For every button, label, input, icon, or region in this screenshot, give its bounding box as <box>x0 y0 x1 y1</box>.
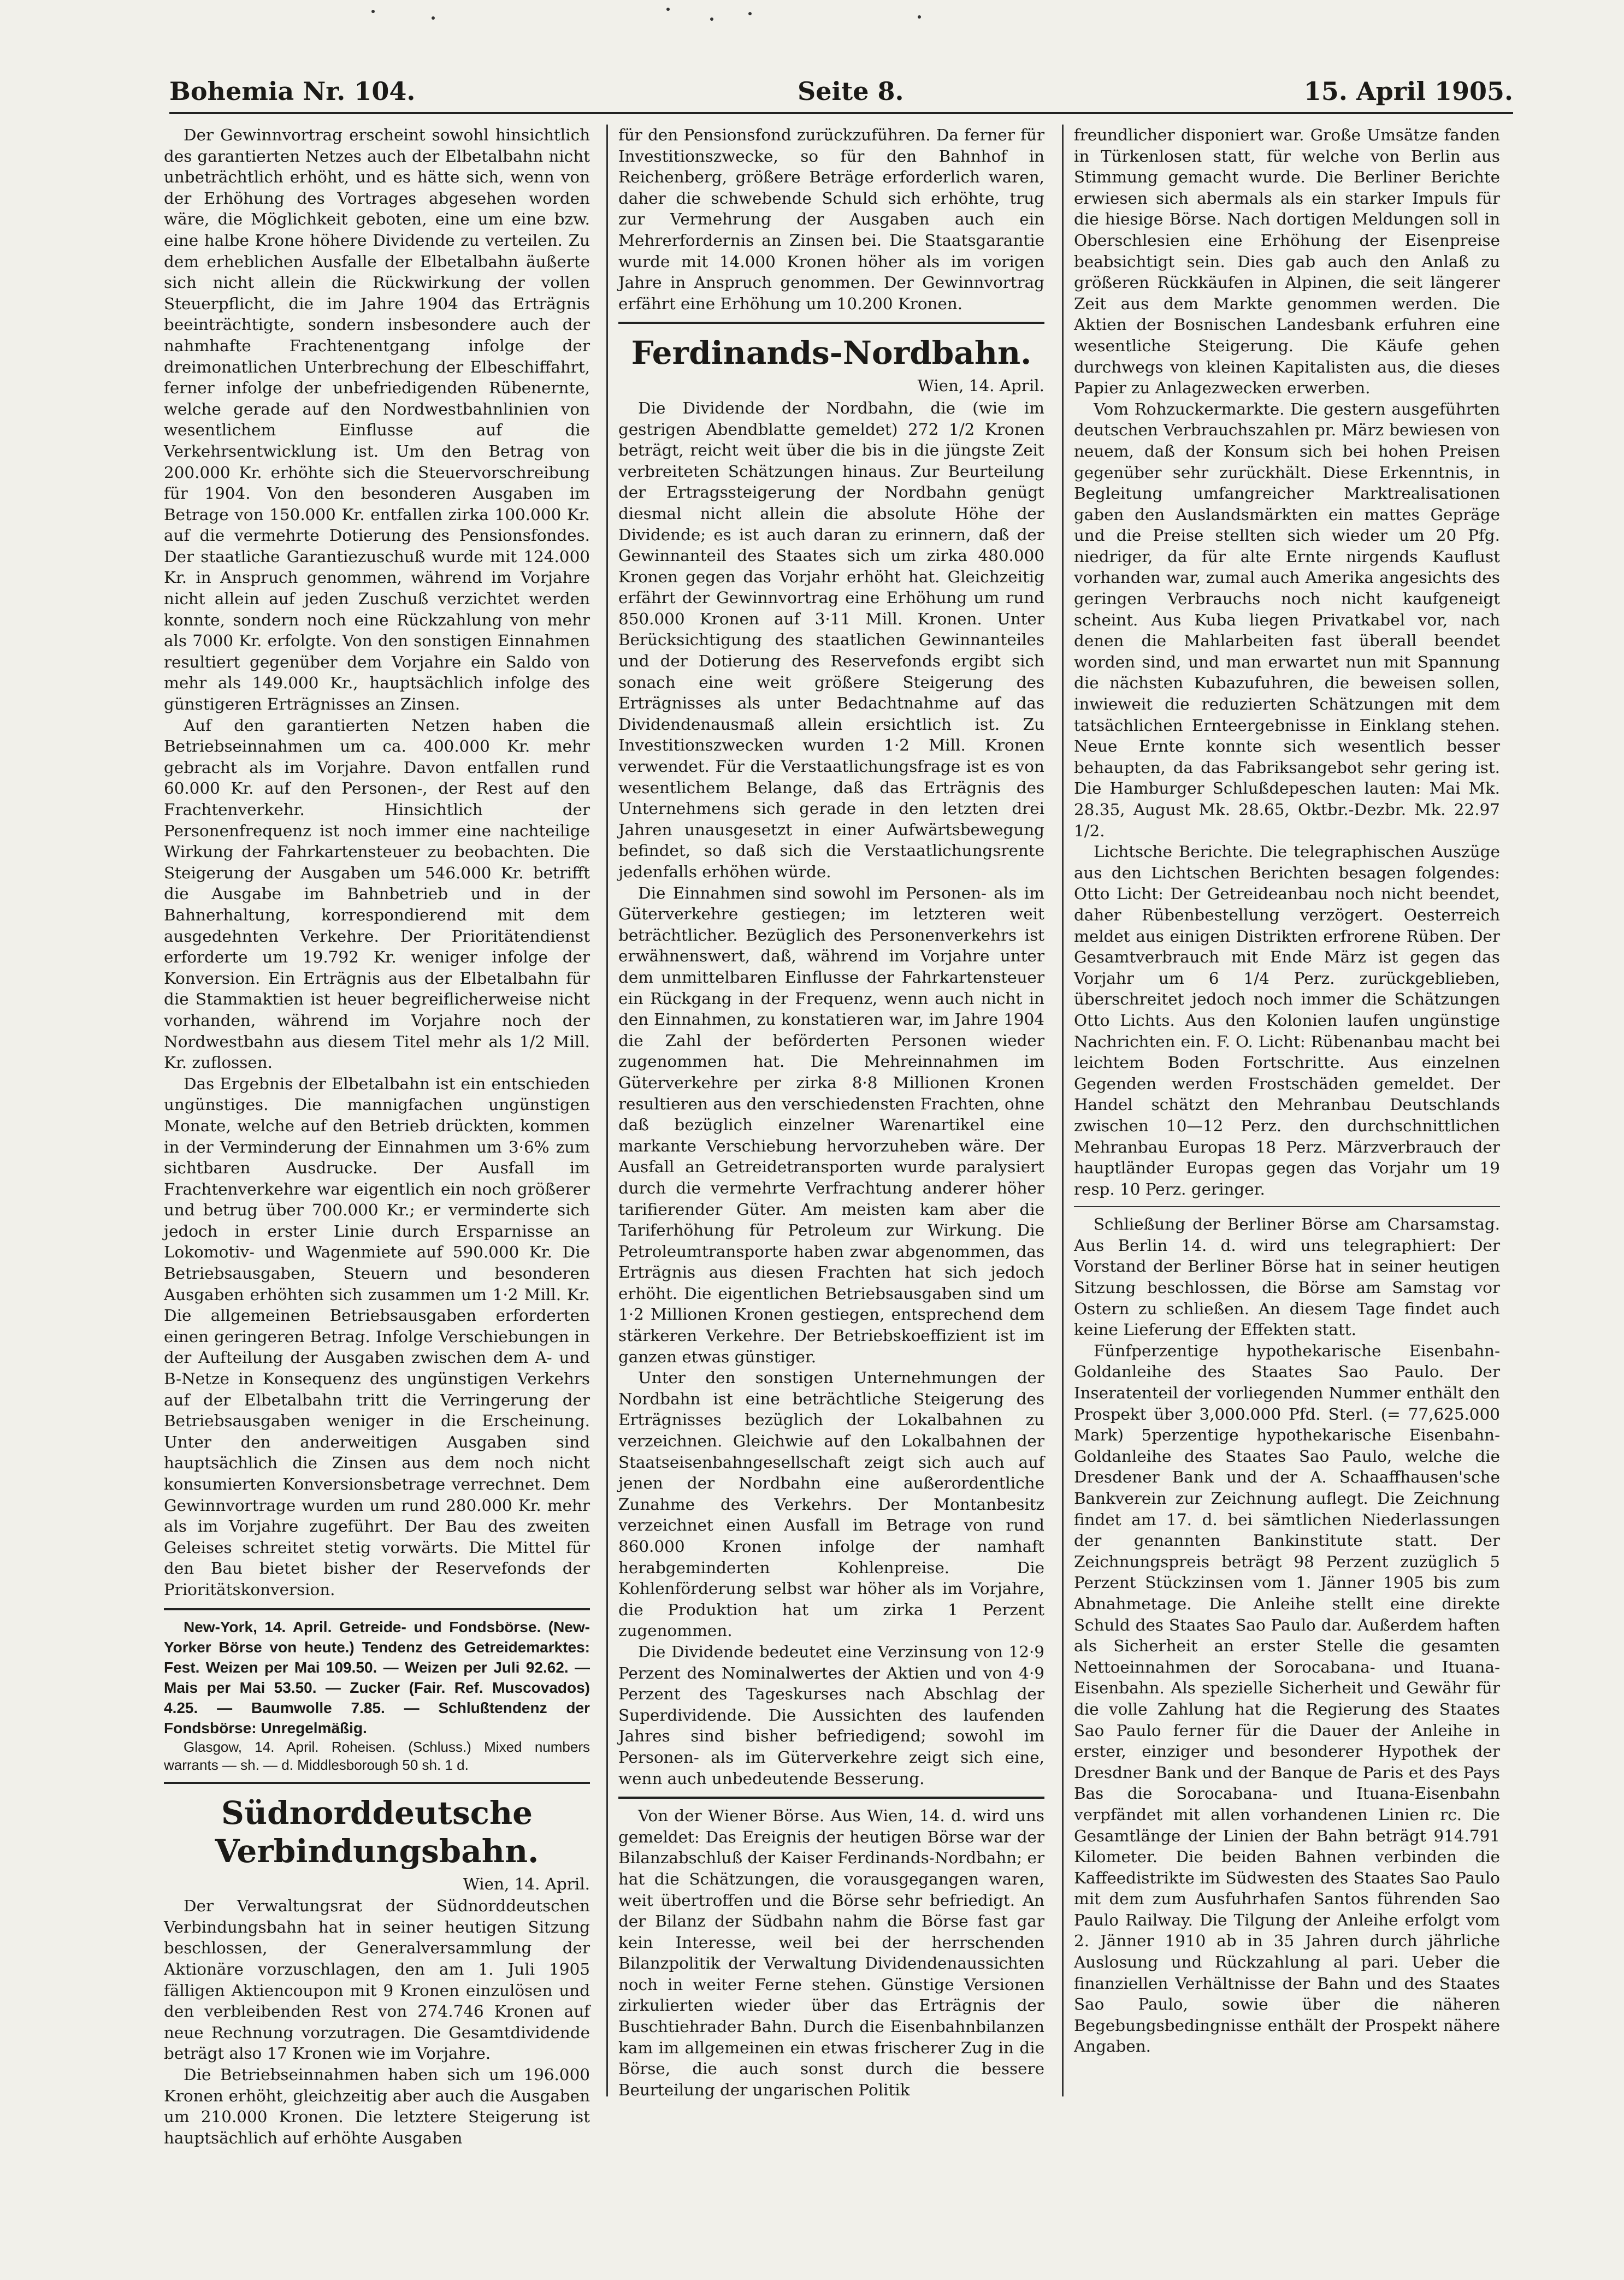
article-paragraph: Schließung der Berliner Börse am Charsamstag. Aus Berlin 14. d. wird uns telegraphiert: Der Vorstand der Berliner Börse hat in seiner heutigen Sitzung beschlossen, die Börse am Samstag vor Ostern zu schließen. An diesem Tage findet auch keine Lieferung der Effekten statt. <box>1074 1215 1500 1339</box>
column-3 <box>1074 125 1500 2057</box>
column-2 <box>618 125 1044 2100</box>
column-divider-1 <box>606 125 608 2096</box>
dateline: Wien, 14. April. <box>917 376 1044 395</box>
article-paragraph: Das Ergebnis der Elbetalbahn ist ein entschieden ungünstiges. Die mannigfachen ungünstigen Monate, welche auf den Betrieb drückten, kommen in der Verminderung der Einnahmen um 3·6% zum sichtbaren Ausdrucke. Der Ausfall im Frachtenverkehre war eigentlich ein noch größerer und betrug über 700.000 Kr.; er verminderte sich jedoch in erster Linie durch Ersparnisse an Lokomotiv- und Wagenmiete auf 590.000 Kr. Die Betriebsausgaben, Steuern und besonderen Ausgaben erhöhten sich zusammen um 1·2 Mill. Kr. Die allgemeinen Betriebsausgaben erforderten einen geringeren Betrag. Infolge Verschiebungen in der Aufteilung der Ausgaben zwischen dem A- und B-Netze in Konsequenz des ungünstigen Verkehrs auf der Elbetalbahn tritt die Verringerung der Betriebsausgaben weniger in die Erscheinung. Unter den anderweitigen Ausgaben sind hauptsächlich die Zinsen aus dem noch nicht konsumierten Konversionsbetrage verrechnet. Dem Gewinnvortrage wurden um rund 280.000 Kr. mehr als im Vorjahre zugeführt. Der Bau des zweiten Geleises schreitet stetig vorwärts. Die Mittel für den Bau bietet bisher der Reservefonds der Prioritätskonversion. <box>164 1074 590 1599</box>
article-paragraph: freundlicher disponiert war. Große Umsätze fanden in Türkenlosen statt, für welche von Berlin aus Stimmung gemacht wurde. Die Berliner Berichte erwiesen sich abermals als ein starker Impuls für die hiesige Börse. Nach dortigen Meldungen soll in Oberschlesien eine Erhöhung der Eisenpreise beabsichtigt sein. Dies gab auch den Anlaß zu größeren Rückkäufen in Alpinen, die seit längerer Zeit aus dem Markte genommen werden. Die Aktien der Bosnischen Landesbank erfuhren eine wesentliche Steigerung. Die Käufe gehen durchwegs von kleinen Kapitalisten aus, die dieses Papier zu Anlagezwecken erwerben. <box>1074 126 1500 398</box>
publication-title: Bohemia Nr. 104. <box>169 76 416 106</box>
article-paragraph: Auf den garantierten Netzen haben die Betriebseinnahmen um ca. 400.000 Kr. mehr gebracht als im Vorjahre. Davon entfallen rund 60.000 Kr. auf den Personen-, der Rest auf den Frachtenverkehr. Hinsichtlich der Personenfrequenz ist noch immer eine nachteilige Wirkung der Fahrkartensteuer zu beobachten. Die Steigerung der Ausgaben um 546.000 Kr. betrifft die Ausgabe im Bahnbetrieb und in der Bahnerhaltung, korrespondierend mit dem ausgedehnten Verkehre. Der Prioritätendienst erforderte um 19.792 Kr. weniger infolge der Konversion. Ein Erträgnis aus der Elbetalbahn für die Stammaktien ist heuer begreiflicherweise nicht vorhanden, während im Vorjahre noch der Nordwestbahn aus diesem Titel mehr als 1/2 Mill. Kr. zuflossen. <box>164 716 590 1072</box>
article-paragraph: Die Dividende bedeutet eine Verzinsung von 12·9 Perzent des Nominalwertes der Aktien und von 4·9 Perzent des Tageskurses nach Abschlag der Superdividende. Die Aussichten des laufenden Jahres sind bisher befriedigend; sowohl im Personen- als im Güterverkehre zeigt sich eine, wenn auch unbedeutende Besserung. <box>618 1642 1044 1788</box>
article-paragraph: Die Einnahmen sind sowohl im Personen- als im Güterverkehre gestiegen; im letzteren weit beträchtlicher. Bezüglich des Personenverkehrs ist erwähnenswert, daß, während im Vorjahre unter dem unmittelbaren Einflusse der Fahrkartensteuer ein Rückgang in der Frequenz, wenn auch nicht in den Einnahmen, zu konstatieren war, im Jahre 1904 die Zahl der beförderten Personen wieder zugenommen hat. Die Mehreinnahmen im Güterverkehre per zirka 8·8 Millionen Kronen resultieren aus den verschiedensten Frachten, ohne daß bezüglich einzelner Warenartikel eine markante Verschiebung hervorzuheben wäre. Der Ausfall an Getreidetransporten wurde paralysiert durch die vermehrte Verfrachtung anderer höher tarifierender Güter. Am meisten kam aber die Tariferhöhung für Petroleum zur Wirkung. Die Petroleumtransporte haben zwar abgenommen, das Erträgnis aus diesen Frachten hat sich jedoch erhöht. Die eigentlichen Betriebsausgaben sind um 1·2 Millionen Kronen gestiegen, entsprechend dem stärkeren Verkehre. Der Betriebskoeffizient ist im ganzen etwas günstiger. <box>618 883 1044 1366</box>
issue-date: 15. April 1905. <box>1303 76 1513 106</box>
article-paragraph: Unter den sonstigen Unternehmungen der Nordbahn ist eine beträchtliche Steigerung des Erträgnisses bezüglich der Lokalbahnen zu verzeichnen. Gleichwie auf den Lokalbahnen der Staatseisenbahngesellschaft zeigt sich auch auf jenen der Nordbahn eine außerordentliche Zunahme des Verkehrs. Der Montanbesitz verzeichnet einen Ausfall im Betrage von rund 860.000 Kronen infolge der namhaft herabgeminderten Kohlenpreise. Die Kohlenförderung selbst war höher als im Vorjahre, die Produktion hat um zirka 1 Perzent zugenommen. <box>618 1368 1044 1640</box>
article-paragraph: Lichtsche Berichte. Die telegraphischen Auszüge aus den Lichtschen Berichten besagen folgendes: Otto Licht: Der Getreideanbau noch nicht beendet, daher Rübenbestellung verzögert. Oesterreich meldet aus einigen Distrikten erfrorene Rüben. Der Gesamtverbrauch mit Ende März ist gegen das Vorjahr um 6 1/4 Perz. zurückgeblieben, überschreitet jedoch noch immer die Schätzungen Otto Lichts. Aus den Kolonien laufen ungünstige Nachrichten ein. F. O. Licht: Rübenanbau macht bei leichtem Boden Fortschritte. Aus einzelnen Gegenden werden Frostschäden gemeldet. Der Handel schätzt den Mehranbau Deutschlands zwischen 10—12 Perz. den durchschnittlichen Mehranbau Europas 18 Perz. Märzverbrauch der hauptländer Europas gegen das Vorjahr um 19 resp. 10 Perz. geringer. <box>1074 842 1500 1198</box>
article-heading: Südnorddeutsche Verbindungsbahn. <box>215 1794 539 1870</box>
header-rule <box>169 112 1513 114</box>
section-rule <box>618 322 1044 324</box>
article-paragraph: Vom Rohzuckermarkte. Die gestern ausgeführten deutschen Verbrauchszahlen pr. März bewiesen von neuem, daß der Konsum sich bei hohen Preisen gegenüber sehr zurückhält. Diese Erkenntnis, in Begleitung umfangreicher Marktrealisationen gaben den Auslandsmärkten ein mattes Gepräge und die Preise stellten sich wieder um 20 Pfg. niedriger, da für alte Ernte nirgends Kauflust vorhanden war, zumal auch Amerika angesichts des geringen Verbrauchs noch nicht kaufgeneigt scheint. Aus Kuba liegen Privatkabel vor, nach denen die Mahlarbeiten fast überall beendet worden sind, und man erwartet nun mit Spannung die nächsten Kubazufuhren, die beweisen sollen, inwieweit die reduzierten Schätzungen mit dem tatsächlichen Ernteergebnisse in Einklang stehen. Neue Ernte konnte sich wesentlich besser behaupten, da das Fabriksangebot sehr gering ist. Die Hamburger Schlußdepeschen lauten: Mai Mk. 28.35, August Mk. 28.65, Oktbr.-Dezbr. Mk. 22.97 1/2. <box>1074 399 1500 840</box>
column-1 <box>164 125 590 2148</box>
article-paragraph: Fünfperzentige hypothekarische Eisenbahn-Goldanleihe des Staates Sao Paulo. Der Inseratenteil der vorliegenden Nummer enthält den Prospekt über 3,000.000 Pfd. Sterl. (= 77,625.000 Mark) 5perzentige hypothekarische Eisenbahn-Goldanleihe des Staates Sao Paulo, welche die Dresdener Bank und der A. Schaaffhausen'sche Bankverein zur Zeichnung auflegt. Die Zeichnung findet am 17. d. bei sämtlichen Niederlassungen der genannten Bankinstitute statt. Der Zeichnungspreis beträgt 98 Perzent zuzüglich 5 Perzent Stückzinsen vom 1. Jänner 1905 bis zum Abnahmetage. Die Anleihe stellt eine direkte Schuld des Staates Sao Paulo dar. Außerdem haften als Sicherheit an erster Stelle die gesamten Nettoeinnahmen der Sorocabana- und Ituana-Eisenbahn. Als spezielle Sicherheit und Gewähr für die volle Zahlung hat die Regierung des Staates Sao Paulo ferner für die Dauer der Anleihe in erster, einziger und besonderer Hypothek der Dresdner Bank und der Banque de Paris et des Pays Bas die Sorocabana- und Ituana-Eisenbahn verpfändet mit allen vorhandenen Linien rc. Die Gesamtlänge der Linien der Bahn beträgt 914.791 Kilometer. Die beiden Bahnen verbinden die Kaffeedistrikte im Südwesten des Staates Sao Paulo mit dem zum Ausfuhrhafen Santos führenden Sao Paulo Railway. Die Tilgung der Anleihe erfolgt vom 2. Jänner 1910 ab in 35 Jahren durch jährliche Auslosung und Rückzahlung al pari. Ueber die finanziellen Verhältnisse der Bahn und des Staates Sao Paulo, sowie über die näheren Begebungsbedingnisse enthält der Prospekt nähere Angaben. <box>1074 1341 1500 2056</box>
column-divider-2 <box>1062 125 1064 2096</box>
dateline: Wien, 14. April. <box>463 1874 590 1893</box>
market-report-newyork: New-York, 14. April. Getreide- und Fondsbörse. (New-Yorker Börse von heute.) Tendenz des Getreidemarktes: Fest. Weizen per Mai 109.50. — Weizen per Juli 92.62. — Mais per Mai 53.50. — Zucker (Fair. Ref. Muscovados) 4.25. — Baumwolle 7.85. — Schlußtendenz der Fondsbörse: Unregelmäßig. <box>164 1618 590 1736</box>
section-rule <box>164 1782 590 1784</box>
print-specks <box>328 4 983 26</box>
section-rule <box>618 1797 1044 1799</box>
article-paragraph: Die Dividende der Nordbahn, die (wie im gestrigen Abendblatte gemeldet) 272 1/2 Kronen beträgt, reicht weit über die bis in die jüngste Zeit verbreiteten Schätzungen hinaus. Zur Beurteilung der Ertragssteigerung der Nordbahn genügt diesmal nicht allein die absolute Höhe der Dividende; es ist auch daran zu erinnern, daß der Gewinnanteil des Staates sich um zirka 480.000 Kronen gegen das Vorjahr erhöht hat. Gleichzeitig erfährt der Gewinnvortrag eine Erhöhung um rund 850.000 Kronen auf 3·11 Mill. Kronen. Unter Berücksichtigung des staatlichen Gewinnanteiles und der Dotierung des Reservefonds ergibt sich sonach eine weit größere Steigerung des Erträgnisses als unter Bedachtnahme auf das Dividendenausmaß allein ersichtlich ist. Zu Investitionszwecken wurden 1·2 Mill. Kronen verwendet. Für die Verstaatlichungsfrage ist es von wesentlichem Belange, daß das Erträgnis des Unternehmens sich gerade in den letzten drei Jahren unausgesetzt in einer Aufwärtsbewegung befindet, so daß sich die Verstaatlichungsrente jedenfalls erhöhen würde. <box>618 398 1044 881</box>
article-paragraph: für den Pensionsfond zurückzuführen. Da ferner für Investitionszwecke, so für den Bahnhof in Reichenberg, größere Beträge erforderlich waren, daher die schwebende Schuld sich erhöhte, trug zur Vermehrung der Ausgaben auch ein Mehrerfordernis an Zinsen bei. Die Staatsgarantie wurde mit 14.000 Kronen höher als im vorigen Jahre in Anspruch genommen. Der Gewinnvortrag erfährt eine Erhöhung um 10.200 Kronen. <box>618 126 1044 313</box>
market-report-glasgow: Glasgow, 14. April. Roheisen. (Schluss.) Mixed numbers warrants — sh. — d. Middlesborough 50 sh. 1 d. <box>164 1738 590 1773</box>
page-header <box>169 76 1513 109</box>
article-paragraph: Von der Wiener Börse. Aus Wien, 14. d. wird uns gemeldet: Das Ereignis der heutigen Börse war der Bilanzabschluß der Kaiser Ferdinands-Nordbahn; er hat die Schätzungen, die vorausgegangen waren, weit übertroffen und die Börse sehr befriedigt. An der Bilanz der Südbahn nahm die Börse fast gar kein Interesse, weil bei der herrschenden Bilanzpolitik der Verwaltung Dividendenaussichten noch in weiter Ferne stehen. Günstige Versionen zirkulierten wieder über das Erträgnis der Buschtiehrader Bahn. Durch die Eisenbahnbilanzen kam im allgemeinen ein etwas frischerer Zug in die Börse, die auch sonst durch die bessere Beurteilung der ungarischen Politik <box>618 1806 1044 2099</box>
page-number: Seite 8. <box>798 76 904 106</box>
section-rule <box>1074 1206 1500 1207</box>
article-heading: Ferdinands-Nordbahn. <box>631 334 1032 372</box>
article-paragraph: Der Verwaltungsrat der Südnorddeutschen Verbindungsbahn hat in seiner heutigen Sitzung beschlossen, der Generalversammlung der Aktionäre vorzuschlagen, den am 1. Juli 1905 fälligen Aktiencoupon mit 9 Kronen einzulösen und den verbleibenden Rest von 274.746 Kronen auf neue Rechnung vorzutragen. Die Gesamtdividende beträgt also 17 Kronen wie im Vorjahre. <box>164 1897 590 2063</box>
section-rule <box>164 1608 590 1610</box>
article-paragraph: Der Gewinnvortrag erscheint sowohl hinsichtlich des garantierten Netzes auch der Elbetalbahn nicht unbeträchtlich erhöht, und es hätte sich, wenn von der Erhöhung des Vortrages abgesehen worden wäre, die Möglichkeit geboten, eine um eine bzw. eine halbe Krone höhere Dividende zu verteilen. Zu dem erheblichen Ausfalle der Elbetalbahn äußerte sich nicht allein die Rückwirkung der vollen Steuerpflicht, die im Jahre 1904 das Erträgnis beeinträchtigte, sondern insbesondere auch der nahmhafte Frachtenentgang infolge der dreimonatlichen Unterbrechung der Elbeschiffahrt, ferner infolge der unbefriedigenden Rübenernte, welche gerade auf den Nordwestbahnlinien von wesentlichem Einflusse auf die Verkehrsentwicklung ist. Um den Betrag von 200.000 Kr. erhöhte sich die Steuervorschreibung für 1904. Von den besonderen Ausgaben im Betrage von 150.000 Kr. entfallen zirka 100.000 Kr. auf die vermehrte Dotierung des Pensionsfondes. Der staatliche Garantiezuschuß wurde mit 124.000 Kr. in Anspruch genommen, während im Vorjahre nicht allein auf jeden Zuschuß verzichtet werden konnte, sondern noch eine Rückzahlung von mehr als 7000 Kr. erfolgte. Von den sonstigen Einnahmen resultiert gegenüber dem Vorjahre ein Saldo von mehr als 149.000 Kr., hauptsächlich infolge des günstigeren Erträgnisses an Zinsen. <box>164 126 590 714</box>
article-paragraph: Die Betriebseinnahmen haben sich um 196.000 Kronen erhöht, gleichzeitig aber auch die Ausgaben um 210.000 Kronen. Die letztere Steigerung ist hauptsächlich auf erhöhte Ausgaben <box>164 2065 590 2147</box>
